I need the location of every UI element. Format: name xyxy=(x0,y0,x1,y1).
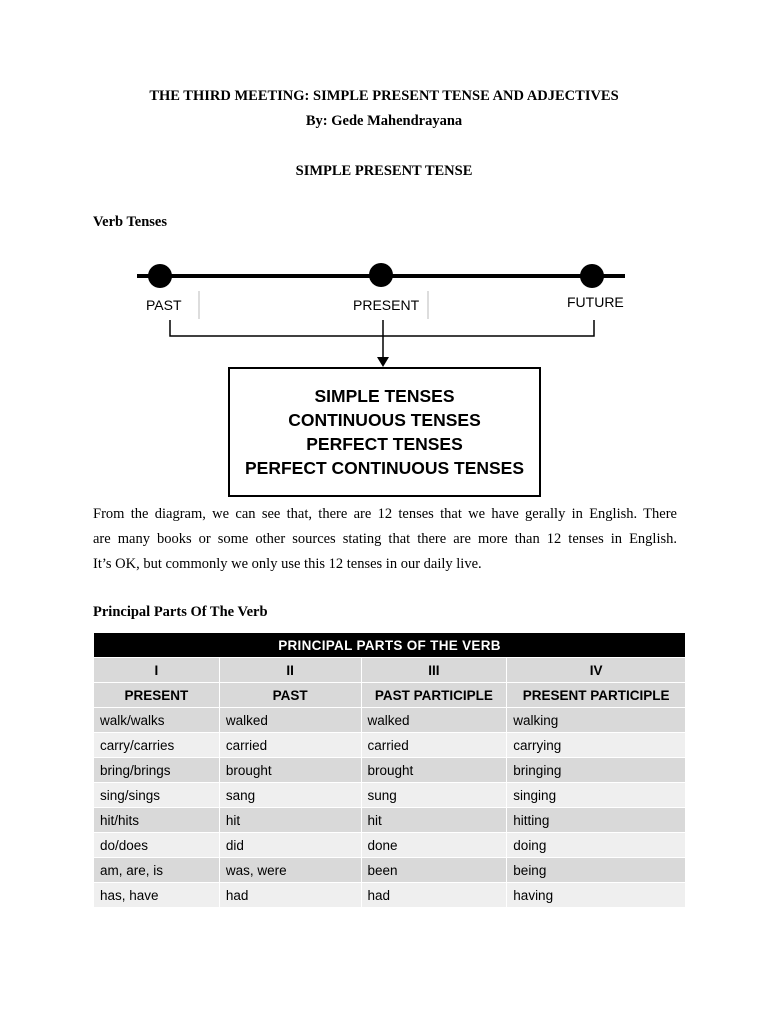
table-row xyxy=(94,858,686,883)
table-cell: had xyxy=(219,883,361,908)
table-cell: carried xyxy=(219,733,361,758)
table-cell: carried xyxy=(361,733,507,758)
table-cell: bring/brings xyxy=(94,758,220,783)
column-header-past-participle: PAST PARTICIPLE xyxy=(361,683,507,708)
table-cell: doing xyxy=(507,833,686,858)
timeline-future-dot xyxy=(580,264,604,288)
table-cell: brought xyxy=(219,758,361,783)
table-row xyxy=(94,808,686,833)
table-cell: walking xyxy=(507,708,686,733)
table-row xyxy=(94,833,686,858)
verb-tenses-heading: Verb Tenses xyxy=(93,214,168,230)
principal-parts-heading: Principal Parts Of The Verb xyxy=(93,604,268,620)
tense-type-perfect: PERFECT TENSES xyxy=(306,434,463,454)
tense-type-continuous: CONTINUOUS TENSES xyxy=(288,410,481,430)
table-cell: sang xyxy=(219,783,361,808)
paragraph-line: It’s OK, but commonly we only use this 12 tenses in our daily live. xyxy=(93,556,482,572)
table-cell: walked xyxy=(219,708,361,733)
table-numeral: IV xyxy=(507,658,686,683)
column-header-past: PAST xyxy=(219,683,361,708)
tense-type-perfect-continuous: PERFECT CONTINUOUS TENSES xyxy=(244,458,525,478)
table-cell: hit/hits xyxy=(94,808,220,833)
table-cell: walk/walks xyxy=(94,708,220,733)
bracket-connector xyxy=(170,320,594,336)
table-cell: carry/carries xyxy=(94,733,220,758)
tense-types-box xyxy=(228,367,541,497)
timeline-label-future: FUTURE xyxy=(561,292,630,312)
table-cell: hit xyxy=(361,808,507,833)
table-cell: brought xyxy=(361,758,507,783)
table-cell: had xyxy=(361,883,507,908)
table-cell: was, were xyxy=(219,858,361,883)
table-cell: carrying xyxy=(507,733,686,758)
timeline-past-dot xyxy=(148,264,172,288)
table-cell: bringing xyxy=(507,758,686,783)
paragraph-line: From the diagram, we can see that, there are 12 tenses that we have gerally in English. There xyxy=(93,506,677,522)
timeline-label-present: PRESENT xyxy=(347,295,425,315)
table-cell: walked xyxy=(361,708,507,733)
column-header-present-participle: PRESENT PARTICIPLE xyxy=(507,683,686,708)
diagram-explanation-paragraph xyxy=(93,502,677,577)
tense-type-simple: SIMPLE TENSES xyxy=(314,386,455,406)
table-cell: has, have xyxy=(94,883,220,908)
document-title: THE THIRD MEETING: SIMPLE PRESENT TENSE AND ADJECTIVES xyxy=(149,88,619,104)
table-cell: been xyxy=(361,858,507,883)
table-cell: sing/sings xyxy=(94,783,220,808)
table-numeral: III xyxy=(361,658,507,683)
table-cell: sung xyxy=(361,783,507,808)
table-cell: hit xyxy=(219,808,361,833)
table-cell: did xyxy=(219,833,361,858)
table-cell: do/does xyxy=(94,833,220,858)
arrow-head xyxy=(377,357,389,367)
table-row xyxy=(94,883,686,908)
column-header-present: PRESENT xyxy=(94,683,220,708)
table-cell: singing xyxy=(507,783,686,808)
table-row xyxy=(94,783,686,808)
table-numeral: II xyxy=(219,658,361,683)
timeline-present-dot xyxy=(369,263,393,287)
table-row xyxy=(94,733,686,758)
timeline-label-past: PAST xyxy=(140,295,188,315)
table-cell: am, are, is xyxy=(94,858,220,883)
table-row xyxy=(94,758,686,783)
table-row xyxy=(94,708,686,733)
table-cell: being xyxy=(507,858,686,883)
document-author: By: Gede Mahendrayana xyxy=(305,113,463,129)
paragraph-line: are many books or some other sources stating that there are more than 12 tenses in English. xyxy=(93,531,677,547)
table-cell: having xyxy=(507,883,686,908)
table-cell: done xyxy=(361,833,507,858)
table-title: PRINCIPAL PARTS OF THE VERB xyxy=(94,633,686,658)
table-numeral: I xyxy=(94,658,220,683)
table-cell: hitting xyxy=(507,808,686,833)
section-title: SIMPLE PRESENT TENSE xyxy=(295,163,473,179)
principal-parts-table xyxy=(93,632,686,908)
